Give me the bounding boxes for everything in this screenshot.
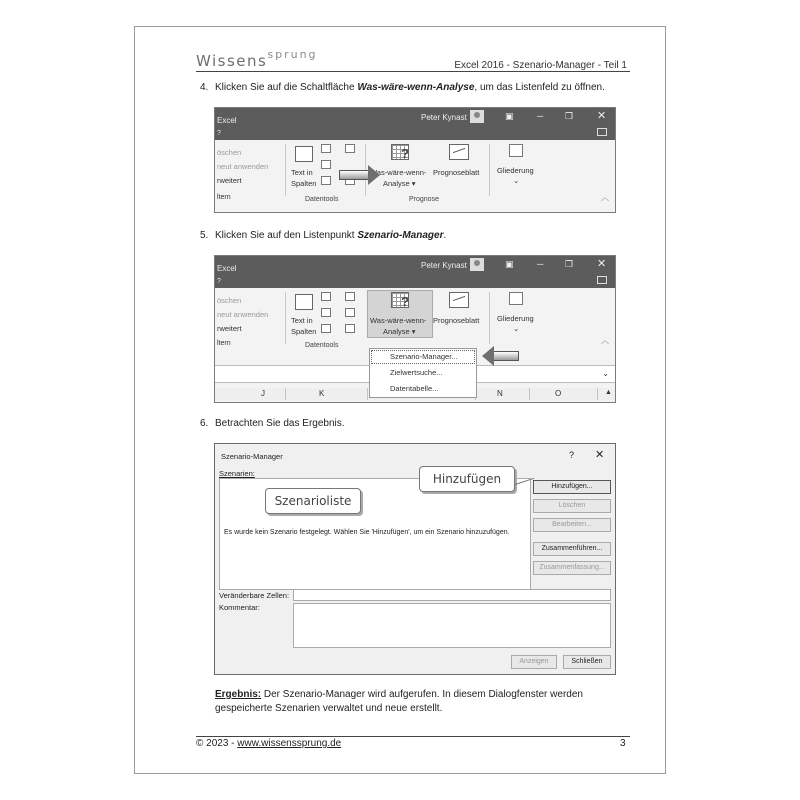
comment-label: Kommentar: [219, 603, 260, 612]
app-title: Excel [217, 116, 237, 125]
forecast-sheet-button[interactable]: Prognoseblatt [433, 316, 480, 325]
what-if-analysis-button[interactable]: Was-wäre-wenn- [370, 316, 427, 325]
data-ribbon [215, 140, 615, 206]
footer-divider [196, 736, 630, 737]
ribbon-filter-group: ltern [217, 194, 231, 201]
what-if-analysis-button-2[interactable]: Analyse ▾ [383, 327, 416, 336]
outline-caret-icon[interactable]: ⌄ [513, 176, 520, 185]
callout-scenario-list: Szenarioliste [265, 488, 361, 514]
scroll-up-icon[interactable]: ▲ [605, 389, 612, 396]
dialog-help-icon[interactable]: ? [569, 450, 575, 460]
collapse-ribbon-icon[interactable]: ︿ [601, 193, 609, 202]
menu-item-goal-seek[interactable]: Zielwertsuche... [390, 368, 443, 377]
delete-button[interactable]: Löschen [533, 499, 611, 513]
ribbon-screenshot-1 [214, 107, 616, 213]
pointer-arrow-icon [339, 170, 369, 180]
forecast-sheet-button[interactable]: Prognoseblatt [433, 168, 480, 177]
user-avatar-icon [470, 258, 484, 271]
ribbon-display-icon[interactable]: ▣ [505, 259, 514, 269]
column-divider [367, 388, 368, 400]
scenario-manager-dialog [214, 443, 616, 675]
empty-list-message: Es wurde kein Szenario festgelegt. Wählen Sie 'Hinzufügen', um ein Szenario hinzuzufügen. [224, 529, 510, 536]
page-number: 3 [620, 738, 626, 749]
column-header[interactable]: O [555, 389, 562, 398]
group-separator [489, 292, 490, 344]
result-paragraph: Ergebnis: Der Szenario-Manager wird aufgerufen. In diesem Dialogfenster werden gespeicherte Szenarien verwaltet und neue erstellt. [215, 689, 583, 714]
group-separator [285, 144, 286, 196]
ribbon-screenshot-2 [214, 255, 616, 403]
restore-icon[interactable]: ❐ [565, 259, 574, 269]
group-separator [285, 292, 286, 344]
column-divider [285, 388, 286, 400]
forecast-sheet-icon[interactable] [449, 292, 469, 308]
dialog-close-icon[interactable]: ✕ [595, 449, 605, 461]
group-label-datentools: Datentools [305, 196, 339, 203]
remove-duplicates-icon[interactable] [321, 308, 331, 317]
user-avatar-icon [470, 110, 484, 123]
text-to-columns-icon[interactable] [295, 146, 313, 162]
text-in-columns-label[interactable]: Text in [291, 168, 313, 177]
minimize-icon[interactable]: ─ [537, 111, 544, 121]
ribbon-filter-group: ltern [217, 340, 231, 347]
group-separator [489, 144, 490, 196]
data-ribbon [215, 288, 615, 352]
user-name: Peter Kynast [421, 113, 467, 122]
step-6: 6. Betrachten Sie das Ergebnis. [200, 418, 345, 429]
restore-icon[interactable]: ❐ [565, 111, 574, 121]
what-if-dropdown [369, 348, 477, 398]
close-icon[interactable]: ✕ [597, 110, 607, 122]
changing-cells-field[interactable] [293, 589, 611, 601]
data-validation-icon[interactable] [321, 324, 331, 333]
app-title: Excel [217, 264, 237, 273]
close-icon[interactable]: ✕ [597, 258, 607, 270]
help-mark: ? [217, 278, 221, 285]
column-header[interactable]: J [261, 389, 265, 398]
what-if-analysis-button-2[interactable]: Analyse ▾ [383, 179, 416, 188]
column-divider [529, 388, 530, 400]
changing-cells-label: Veränderbare Zellen: [219, 591, 290, 600]
column-header[interactable]: K [319, 389, 325, 398]
relationships-icon[interactable] [345, 308, 355, 317]
help-mark: ? [217, 130, 221, 137]
collapse-ribbon-icon[interactable]: ︿ [601, 336, 609, 345]
step-5: 5. Klicken Sie auf den Listenpunkt Szenario-Manager. [200, 230, 447, 241]
add-button[interactable]: Hinzufügen... [533, 480, 611, 494]
ribbon-advanced[interactable]: rweitert [217, 324, 242, 333]
minimize-icon[interactable]: ─ [537, 259, 544, 269]
menu-item-data-table[interactable]: Datentabelle... [390, 384, 439, 393]
excel-titlebar [215, 108, 615, 140]
what-if-analysis-button[interactable]: Was-wäre-wenn- [370, 168, 427, 177]
close-button[interactable]: Schließen [563, 655, 611, 669]
text-to-columns-icon[interactable] [295, 294, 313, 310]
header-title: Excel 2016 - Szenario-Manager - Teil 1 [454, 60, 627, 71]
outline-button[interactable]: Gliederung [497, 314, 534, 323]
summary-button[interactable]: Zusammenfassung... [533, 561, 611, 575]
text-in-columns-label-2[interactable]: Spalten [291, 179, 317, 188]
column-header[interactable]: N [497, 389, 503, 398]
comments-icon[interactable] [597, 276, 607, 284]
group-label-datentools: Datentools [305, 342, 339, 349]
header-divider [196, 71, 630, 72]
remove-duplicates-icon[interactable] [321, 160, 331, 169]
ribbon-clear[interactable]: öschen [217, 296, 242, 305]
group-label-prognose: Prognose [409, 196, 439, 203]
ribbon-display-icon[interactable]: ▣ [505, 111, 514, 121]
callout-add: Hinzufügen [419, 466, 515, 492]
outline-caret-icon[interactable]: ⌄ [513, 324, 520, 333]
flash-fill-icon[interactable] [321, 144, 331, 153]
footer-copyright: © 2023 - www.wissenssprung.de [196, 738, 342, 749]
user-name: Peter Kynast [421, 261, 467, 270]
ribbon-advanced[interactable]: rweitert [217, 176, 242, 185]
ribbon-reapply[interactable]: neut anwenden [217, 310, 269, 319]
comments-icon[interactable] [597, 128, 607, 136]
text-in-columns-label-2[interactable]: Spalten [291, 327, 317, 336]
question-mark-icon: ? [401, 146, 409, 161]
outline-icon[interactable] [509, 292, 523, 305]
excel-titlebar [215, 256, 615, 288]
outline-button[interactable]: Gliederung [497, 166, 534, 175]
ribbon-reapply[interactable]: neut anwenden [217, 162, 269, 171]
question-mark-icon: ? [401, 294, 409, 309]
website-link[interactable]: www.wissenssprung.de [237, 738, 342, 749]
merge-button[interactable]: Zusammenführen... [533, 542, 611, 556]
consolidate-icon[interactable] [345, 292, 355, 301]
menu-item-scenario-manager[interactable]: Szenario-Manager... [370, 349, 476, 365]
comment-field[interactable] [293, 603, 611, 648]
edit-button[interactable]: Bearbeiten... [533, 518, 611, 532]
data-validation-icon[interactable] [321, 176, 331, 185]
dialog-title: Szenario-Manager [221, 452, 283, 461]
text-in-columns-label[interactable]: Text in [291, 316, 313, 325]
column-divider [597, 388, 598, 400]
data-model-icon[interactable] [345, 324, 355, 333]
scenarios-label: Szenarien: [219, 469, 255, 478]
forecast-sheet-icon[interactable] [449, 144, 469, 160]
ribbon-clear[interactable]: öschen [217, 148, 242, 157]
flash-fill-icon[interactable] [321, 292, 331, 301]
formula-expand-icon[interactable]: ⌄ [602, 369, 609, 378]
wissenssprung-logo: Wissens$^{sprung}$ [196, 48, 318, 70]
step-4: 4. Klicken Sie auf die Schaltfläche Was-wäre-wenn-Analyse, um das Listenfeld zu öffnen. [200, 82, 605, 93]
consolidate-icon[interactable] [345, 144, 355, 153]
outline-icon[interactable] [509, 144, 523, 157]
show-button[interactable]: Anzeigen [511, 655, 557, 669]
pointer-arrow-icon [493, 351, 519, 361]
